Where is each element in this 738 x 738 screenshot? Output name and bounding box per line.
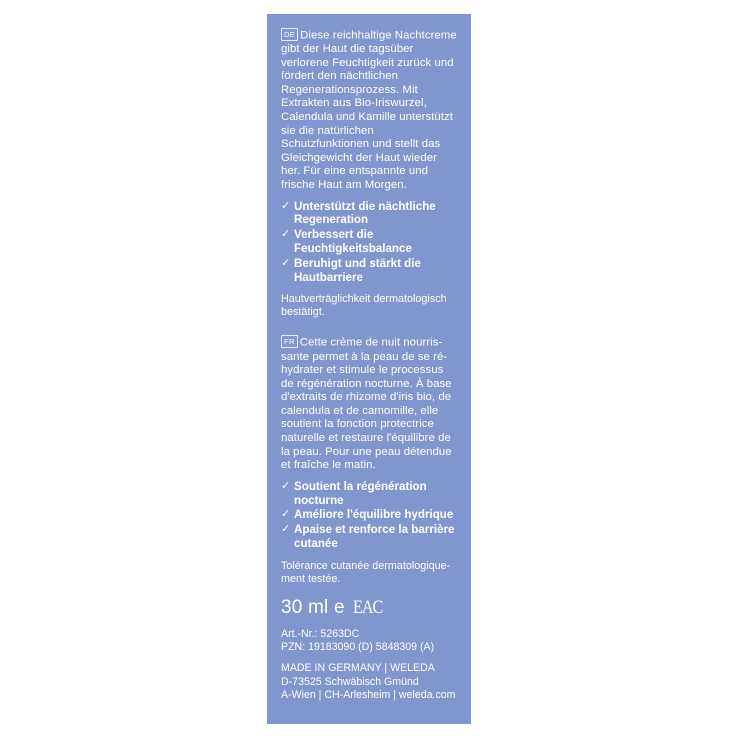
list-item <box>281 523 457 551</box>
volume-row <box>281 597 457 618</box>
french-benefit-2: Améliore l'équilibre hydrique <box>294 508 454 522</box>
german-benefit-3: Beruhigt und stärkt die Hautbarriere <box>294 256 421 284</box>
check-icon: ✓ <box>281 228 291 241</box>
german-benefit-2: Verbessert die Feuchtigkeitsbalance <box>294 228 412 256</box>
check-icon: ✓ <box>281 256 291 269</box>
german-paragraph: Diese reichhaltige Nachtcreme gibt der Haut die tagsüber verlorene Feuchtigkeit zurück und fördert den nächtlichen Regenerationsprozess. Mit Extrakten aus Bio-Iriswurzel, Calendula und Kamille unterstützt sie die natürlichen Schutzfunktionen und stellt das Gleichgewicht der Haut wieder her. Für eine entspannte und frische Haut am Morgen. <box>281 29 457 192</box>
made-in-line: MADE IN GERMANY | WELEDA <box>281 662 435 675</box>
french-text-block <box>281 335 457 472</box>
list-item <box>281 257 457 285</box>
list-item <box>281 228 457 256</box>
french-paragraph: Cette crème de nuit nourrissante permet à la peau de se réhydrater et stimule le processus de régénération nocturne. À base d'extraits de rhizome d'iris bio, de calendula et de camomille, elle soutient la fonction protectrice naturelle et restaure l'équilibre de la peau. Pour une peau détendue et fraîche le matin. <box>281 336 452 472</box>
section-spacer <box>281 319 457 335</box>
manufacturer-branches: A-Wien | CH-Arlesheim | weleda.com <box>281 688 456 701</box>
product-packaging-panel <box>267 14 471 724</box>
package-footer <box>281 597 457 702</box>
french-benefit-1: Soutient la régénération nocturne <box>294 479 427 507</box>
german-benefit-1: Unterstützt die nächtliche Regeneration <box>294 199 436 227</box>
check-icon: ✓ <box>281 479 291 492</box>
list-item <box>281 200 457 228</box>
check-icon: ✓ <box>281 523 291 536</box>
manufacturer-address: D-73525 Schwäbisch Gmünd <box>281 675 419 688</box>
language-tag-fr: FR <box>281 335 298 348</box>
check-icon: ✓ <box>281 199 291 212</box>
list-item <box>281 508 457 522</box>
list-item <box>281 480 457 508</box>
french-benefits-list <box>281 480 457 551</box>
net-volume: 30 ml e <box>281 596 345 618</box>
check-icon: ✓ <box>281 508 291 521</box>
french-dermatological-note: Tolérance cutanée dermatologiquement testée. <box>281 559 451 585</box>
french-benefit-3: Apaise et renforce la barrière cutanée <box>294 523 455 551</box>
german-dermatological-note: Hautverträglichkeit dermatologisch bestätigt. <box>281 293 447 319</box>
article-number: Art.-Nr.: 5263DC <box>281 627 360 640</box>
pzn-number: PZN: 19183090 (D) 5848309 (A) <box>281 641 435 654</box>
german-text-block <box>281 28 457 193</box>
german-benefits-list <box>281 200 457 285</box>
eac-mark-icon: EAC <box>352 596 382 618</box>
language-tag-de: DE <box>281 28 298 41</box>
